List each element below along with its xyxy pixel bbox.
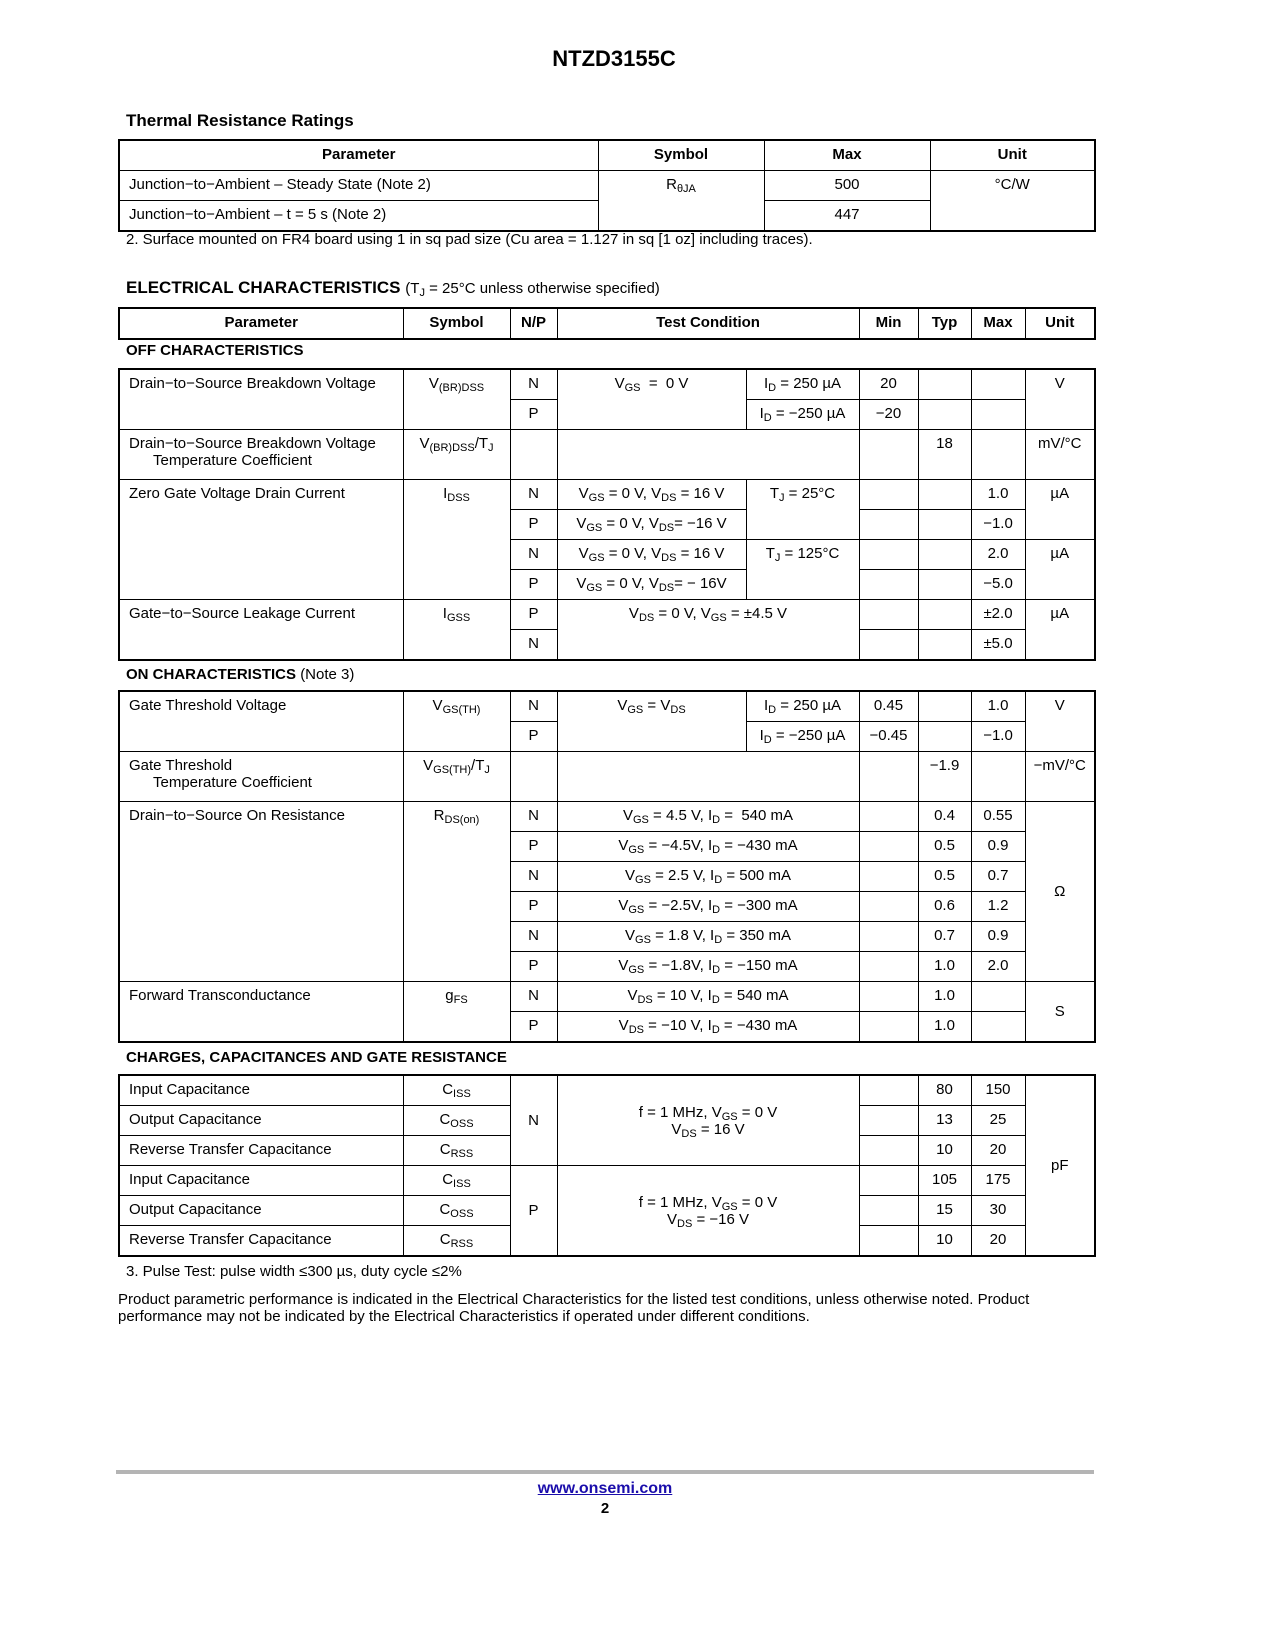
symbol-cell: $C_{OSS}$	[403, 1196, 510, 1226]
min-cell	[859, 1166, 918, 1196]
electrical-subtitle: ($T_J = 25^\circ C$ unless otherwise specified)	[405, 280, 660, 299]
typ-cell: 1.0	[918, 982, 971, 1012]
np-cell: P	[510, 722, 557, 752]
max-cell: 20	[971, 1136, 1025, 1166]
max-cell: ±5.0	[971, 630, 1025, 661]
np-cell: N	[510, 1075, 557, 1166]
min-cell	[859, 480, 918, 510]
np-cell: N	[510, 802, 557, 832]
typ-cell: 10	[918, 1136, 971, 1166]
param-cell: Gate−to−Source Leakage Current	[119, 600, 403, 661]
unit-cell: V	[1025, 369, 1095, 430]
table-row	[119, 752, 1095, 802]
unit-cell: °C/W	[930, 171, 1095, 232]
header-parameter: Parameter	[119, 308, 403, 339]
unit-cell: mV/°C	[1025, 430, 1095, 480]
unit-cell: V	[1025, 691, 1095, 752]
unit-cell: µA	[1025, 480, 1095, 540]
min-cell: 0.45	[859, 691, 918, 722]
condition-cell: $V_{GS} = 1.8$ V, $I_D = 350$ mA	[557, 922, 859, 952]
typ-cell: −1.9	[918, 752, 971, 802]
page-number: 2	[600, 1500, 610, 1517]
table-row	[119, 691, 1095, 722]
symbol-cell: $V_{GS(TH)}$	[403, 691, 510, 752]
symbol-cell: $C_{ISS}$	[403, 1166, 510, 1196]
max-cell: 2.0	[971, 952, 1025, 982]
min-cell	[859, 570, 918, 600]
min-cell	[859, 832, 918, 862]
header-test-condition: Test Condition	[557, 308, 859, 339]
condition-cell: $V_{DS} = 10$ V, $I_D = 540$ mA	[557, 982, 859, 1012]
header-min: Min	[859, 308, 918, 339]
typ-cell: 0.4	[918, 802, 971, 832]
symbol-cell: $C_{ISS}$	[403, 1075, 510, 1106]
max-cell: 1.0	[971, 480, 1025, 510]
param-cell: Drain−to−Source On Resistance	[119, 802, 403, 982]
symbol-cell: $I_{DSS}$	[403, 480, 510, 600]
typ-cell: 15	[918, 1196, 971, 1226]
typ-cell	[918, 722, 971, 752]
np-cell: P	[510, 952, 557, 982]
thermal-table	[118, 139, 1096, 232]
typ-cell	[918, 630, 971, 661]
min-cell	[859, 510, 918, 540]
param-cell: Zero Gate Voltage Drain Current	[119, 480, 403, 600]
table-row	[119, 171, 1095, 201]
symbol-cell: $I_{GSS}$	[403, 600, 510, 661]
max-cell: −5.0	[971, 570, 1025, 600]
table-row	[119, 982, 1095, 1012]
typ-cell	[918, 600, 971, 630]
min-cell	[859, 1136, 918, 1166]
max-cell	[971, 752, 1025, 802]
condition-cell: $V_{GS} = 0$ V, $V_{DS}= -16$ V	[557, 510, 746, 540]
symbol-cell: $R_{\theta JA}$	[598, 171, 764, 232]
typ-cell: 13	[918, 1106, 971, 1136]
min-cell	[859, 600, 918, 630]
typ-cell: 0.5	[918, 862, 971, 892]
np-cell: N	[510, 982, 557, 1012]
header-typ: Typ	[918, 308, 971, 339]
typ-cell	[918, 510, 971, 540]
symbol-cell: $C_{OSS}$	[403, 1106, 510, 1136]
np-cell: N	[510, 540, 557, 570]
typ-cell	[918, 570, 971, 600]
condition-line-2: $V_{DS} = -16$ V	[666, 1210, 749, 1230]
condition-cell: $V_{GS} = -4.5V$, $I_D = -430$ mA	[557, 832, 859, 862]
param-cell: Reverse Transfer Capacitance	[119, 1136, 403, 1166]
condition-cell: $V_{GS} = 4.5$ V, $I_D = 540$ mA	[557, 802, 859, 832]
table-row	[119, 1075, 1095, 1106]
min-cell	[859, 752, 918, 802]
condition-cell: $V_{DS} = 0$ V, $V_{GS} = \pm 4.5$ V	[557, 600, 859, 661]
unit-cell: µA	[1025, 540, 1095, 600]
np-cell: P	[510, 892, 557, 922]
typ-cell: 0.7	[918, 922, 971, 952]
min-cell: −20	[859, 400, 918, 430]
symbol-cell: $V_{(BR)DSS}/T_J$	[403, 430, 510, 480]
param-cell: Forward Transconductance	[119, 982, 403, 1043]
min-cell	[859, 540, 918, 570]
table-header-row	[119, 140, 1095, 171]
condition-line-2: $V_{DS} = 16$ V	[671, 1120, 745, 1140]
np-cell: P	[510, 1012, 557, 1043]
param-cell: Reverse Transfer Capacitance	[119, 1226, 403, 1257]
typ-cell: 0.5	[918, 832, 971, 862]
typ-cell: 1.0	[918, 1012, 971, 1043]
typ-cell: 105	[918, 1166, 971, 1196]
condition2-cell: $T_J = 25^\circ C$	[746, 480, 859, 540]
param-cell: Junction−to−Ambient – t = 5 s (Note 2)	[119, 201, 598, 232]
np-cell: N	[510, 630, 557, 661]
max-cell: 30	[971, 1196, 1025, 1226]
min-cell	[859, 630, 918, 661]
off-heading: OFF CHARACTERISTICS	[126, 342, 304, 359]
on-heading	[126, 666, 354, 683]
min-cell	[859, 1075, 918, 1106]
max-cell	[971, 400, 1025, 430]
note-3: 3. Pulse Test: pulse width ≤300 µs, duty cycle ≤2%	[126, 1263, 462, 1280]
header-np: N/P	[510, 308, 557, 339]
max-cell: 2.0	[971, 540, 1025, 570]
min-cell	[859, 982, 918, 1012]
param-line-2: Temperature Coefficient	[153, 774, 312, 791]
condition-cell: $V_{GS} = 0$ V	[557, 369, 746, 430]
param-cell: Gate Threshold Voltage	[119, 691, 403, 752]
electrical-title	[126, 278, 660, 298]
max-cell: 175	[971, 1166, 1025, 1196]
condition2-cell: $I_D = -250$ µA	[746, 722, 859, 752]
np-cell: N	[510, 922, 557, 952]
typ-cell	[918, 480, 971, 510]
np-cell: P	[510, 832, 557, 862]
on-characteristics-table	[118, 690, 1096, 1043]
min-cell: −0.45	[859, 722, 918, 752]
param-cell: Junction−to−Ambient – Steady State (Note 2)	[119, 171, 598, 201]
footer-website-link[interactable]: www.onsemi.com	[537, 1480, 673, 1497]
np-cell	[510, 752, 557, 802]
min-cell	[859, 1106, 918, 1136]
max-cell: 500	[764, 171, 930, 201]
param-cell: Output Capacitance	[119, 1106, 403, 1136]
min-cell	[859, 952, 918, 982]
np-cell: N	[510, 862, 557, 892]
condition2-cell: $I_D = 250$ µA	[746, 369, 859, 400]
np-cell: P	[510, 510, 557, 540]
header-max: Max	[971, 308, 1025, 339]
electrical-title-text: ELECTRICAL CHARACTERISTICS	[126, 278, 401, 297]
condition-cell: $V_{DS} = -10$ V, $I_D = -430$ mA	[557, 1012, 859, 1043]
param-cell	[119, 430, 403, 480]
unit-cell: −mV/°C	[1025, 752, 1095, 802]
table-row	[119, 600, 1095, 630]
max-cell: 447	[764, 201, 930, 232]
condition-cell	[557, 430, 859, 480]
typ-cell	[918, 369, 971, 400]
np-cell: P	[510, 400, 557, 430]
condition2-cell: $T_J = 125^\circ C$	[746, 540, 859, 600]
typ-cell: 1.0	[918, 952, 971, 982]
document-title: NTZD3155C	[552, 46, 676, 71]
max-cell: ±2.0	[971, 600, 1025, 630]
header-symbol: Symbol	[598, 140, 764, 171]
typ-cell: 80	[918, 1075, 971, 1106]
condition-cell	[557, 752, 859, 802]
symbol-cell: $C_{RSS}$	[403, 1226, 510, 1257]
table-row	[119, 369, 1095, 400]
symbol-cell: $R_{DS(on)}$	[403, 802, 510, 982]
max-cell: 0.9	[971, 922, 1025, 952]
table-row	[119, 1166, 1095, 1196]
condition-line: f = 1 MHz, $V_{GS} = 0$ V	[638, 1103, 778, 1123]
condition-line: f = 1 MHz, $V_{GS} = 0$ V	[638, 1193, 778, 1213]
symbol-cell: $g_{FS}$	[403, 982, 510, 1043]
param-line: Drain−to−Source Breakdown Voltage	[129, 435, 376, 452]
np-cell	[510, 430, 557, 480]
symbol-cell: $V_{GS(TH)}/T_J$	[403, 752, 510, 802]
on-heading-note: (Note 3)	[300, 666, 355, 683]
table-row	[119, 480, 1095, 510]
min-cell: 20	[859, 369, 918, 400]
charges-heading: CHARGES, CAPACITANCES AND GATE RESISTANCE	[126, 1049, 507, 1066]
disclaimer-paragraph: Product parametric performance is indicated in the Electrical Characteristics for the listed test conditions, unless otherwise noted. Product performance may not be indicated by the Electrical Characteristics if operated under different conditions.	[118, 1291, 1030, 1325]
condition-cell: $V_{GS} = V_{DS}$	[557, 691, 746, 752]
min-cell	[859, 922, 918, 952]
typ-cell: 18	[918, 430, 971, 480]
unit-cell: S	[1025, 982, 1095, 1043]
max-cell: 1.0	[971, 691, 1025, 722]
off-characteristics-table	[118, 368, 1096, 661]
typ-cell: 0.6	[918, 892, 971, 922]
electrical-header-table	[118, 307, 1096, 340]
header-max: Max	[764, 140, 930, 171]
max-cell: 25	[971, 1106, 1025, 1136]
footer-divider	[116, 1470, 1094, 1474]
header-unit: Unit	[1025, 308, 1095, 339]
thermal-title: Thermal Resistance Ratings	[126, 111, 354, 130]
min-cell	[859, 1226, 918, 1257]
typ-cell	[918, 400, 971, 430]
symbol-cell: $V_{(BR)DSS}$	[403, 369, 510, 430]
param-cell	[119, 752, 403, 802]
table-row	[119, 802, 1095, 832]
condition-cell: $V_{GS} = 0$ V, $V_{DS}= - 16V$	[557, 570, 746, 600]
max-cell	[971, 982, 1025, 1012]
table-header-row	[119, 308, 1095, 339]
min-cell	[859, 1196, 918, 1226]
charges-table	[118, 1074, 1096, 1257]
typ-cell: 10	[918, 1226, 971, 1257]
unit-cell: µA	[1025, 600, 1095, 661]
unit-cell: pF	[1025, 1075, 1095, 1256]
np-cell: P	[510, 600, 557, 630]
condition2-cell: $I_D = 250$ µA	[746, 691, 859, 722]
max-cell	[971, 369, 1025, 400]
min-cell	[859, 1012, 918, 1043]
np-cell: P	[510, 570, 557, 600]
max-cell	[971, 1012, 1025, 1043]
condition-cell	[557, 1166, 859, 1257]
param-cell: Input Capacitance	[119, 1166, 403, 1196]
max-cell: −1.0	[971, 510, 1025, 540]
np-cell: P	[510, 1166, 557, 1257]
param-cell: Input Capacitance	[119, 1075, 403, 1106]
unit-cell: Ω	[1025, 802, 1095, 982]
max-cell: 20	[971, 1226, 1025, 1257]
np-cell: N	[510, 369, 557, 400]
max-cell: 0.9	[971, 832, 1025, 862]
condition-cell: $V_{GS} = 0$ V, $V_{DS} = 16$ V	[557, 480, 746, 510]
symbol-cell: $C_{RSS}$	[403, 1136, 510, 1166]
typ-cell	[918, 540, 971, 570]
max-cell: 0.7	[971, 862, 1025, 892]
min-cell	[859, 802, 918, 832]
on-heading-text: ON CHARACTERISTICS	[126, 666, 297, 683]
condition2-cell: $I_D = -250$ µA	[746, 400, 859, 430]
param-line-2: Temperature Coefficient	[153, 452, 312, 469]
max-cell: 1.2	[971, 892, 1025, 922]
typ-cell	[918, 691, 971, 722]
condition-cell: $V_{GS} = -2.5V$, $I_D = -300$ mA	[557, 892, 859, 922]
condition-cell: $V_{GS} = 0$ V, $V_{DS} = 16$ V	[557, 540, 746, 570]
min-cell	[859, 430, 918, 480]
max-cell: 0.55	[971, 802, 1025, 832]
param-cell: Drain−to−Source Breakdown Voltage	[119, 369, 403, 430]
note-2: 2. Surface mounted on FR4 board using 1 in sq pad size (Cu area = 1.127 in sq [1 oz] including traces).	[126, 231, 813, 248]
max-cell: 150	[971, 1075, 1025, 1106]
header-parameter: Parameter	[119, 140, 598, 171]
np-cell: N	[510, 480, 557, 510]
condition-cell: $V_{GS} = -1.8V$, $I_D = -150$ mA	[557, 952, 859, 982]
max-cell: −1.0	[971, 722, 1025, 752]
max-cell	[971, 430, 1025, 480]
param-line: Gate Threshold	[129, 757, 233, 774]
condition-cell	[557, 1075, 859, 1166]
table-row	[119, 430, 1095, 480]
min-cell	[859, 892, 918, 922]
header-symbol: Symbol	[403, 308, 510, 339]
param-cell: Output Capacitance	[119, 1196, 403, 1226]
condition-cell: $V_{GS} = 2.5$ V, $I_D = 500$ mA	[557, 862, 859, 892]
min-cell	[859, 862, 918, 892]
header-unit: Unit	[930, 140, 1095, 171]
np-cell: N	[510, 691, 557, 722]
